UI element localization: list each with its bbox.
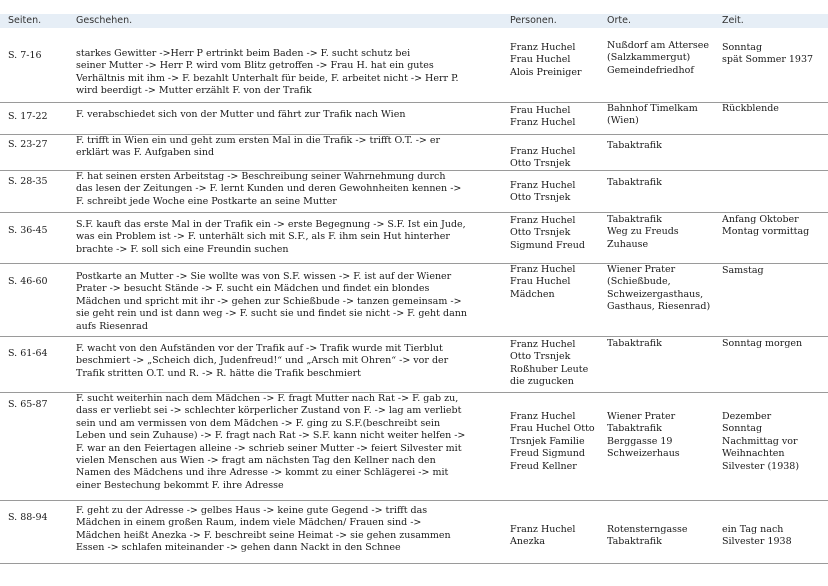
places-cell-line: Tabaktrafik	[607, 536, 662, 548]
persons-cell-line: Otto Trsnjek	[510, 227, 571, 239]
persons-cell-line: Frau Huchel	[510, 105, 571, 116]
places-cell-line: (Salzkammergut)	[607, 52, 691, 64]
persons-cell-line: Franz Huchel	[510, 42, 576, 53]
persons-cell-line: Franz Huchel	[510, 339, 576, 350]
page-range-cell-line: S. 7-16	[8, 50, 42, 61]
table-row	[0, 337, 828, 393]
persons-cell-line: Anezka	[510, 536, 546, 548]
event-description-cell-line: einer Bestechung bekommt F. ihre Adresse	[76, 479, 284, 491]
event-description-cell-line: Verhältnis mit ihm -> F. bezahlt Unterhalt für beide, F. arbeitet nicht -> Herr P.	[76, 72, 459, 84]
time-cell-line: Anfang Oktober	[722, 214, 799, 225]
event-description-cell-line: das lesen der Zeitungen -> F. lernt Kunden und deren Gewohnheiten kennen ->	[76, 183, 462, 195]
places-cell-line: Tabaktrafik	[607, 177, 662, 188]
places-cell-line: Weg zu Freuds	[607, 226, 679, 238]
event-description-cell-line: Mädchen heißt Anezka -> F. beschreibt seine Heimat -> sie gehen zusammen	[76, 529, 451, 541]
persons-cell	[510, 146, 575, 171]
page-range-cell	[8, 348, 48, 360]
event-description-cell-line: Mädchen und spricht mit ihr -> gehen zur Schießbude -> tanzen gemeinsam ->	[76, 295, 462, 307]
header-personen: Personen.	[510, 15, 557, 26]
table-row	[0, 135, 828, 171]
event-description-cell-line: aufs Riesenrad	[76, 320, 148, 332]
event-description-cell-line: starkes Gewitter ->Herr P ertrinkt beim Baden -> F. sucht schutz bei	[76, 48, 411, 59]
places-cell	[607, 214, 679, 251]
persons-cell-line: Otto Trsnjek	[510, 192, 571, 204]
event-description-cell-line: Namen des Mädchens und ihre Adresse -> kommt zu einer Schlägerei -> mit	[76, 467, 449, 479]
places-cell-line: Gasthaus, Riesenrad)	[607, 301, 711, 313]
page-range-cell	[8, 225, 48, 237]
persons-cell	[510, 411, 595, 473]
page-range-cell-line: S. 17-22	[8, 111, 48, 122]
persons-cell	[510, 524, 575, 549]
page-range-cell	[8, 399, 48, 411]
event-description-cell-line: sein und am vermissen von dem Mädchen -> F. ging zu S.F.(beschreibt sein	[76, 417, 441, 429]
time-cell-line: ein Tag nach	[722, 524, 784, 535]
event-description-cell-line: F. wacht von den Aufständen vor der Trafik auf -> Trafik wurde mit Tierblut	[76, 343, 443, 354]
persons-cell-line: die zugucken	[510, 376, 574, 388]
places-cell	[607, 264, 710, 314]
persons-cell-line: Franz Huchel	[510, 215, 576, 226]
persons-cell	[510, 180, 575, 205]
event-description-cell	[76, 219, 466, 256]
event-description-cell-line: erklärt was F. Aufgaben sind	[76, 147, 215, 159]
table-header	[0, 14, 828, 28]
event-description-cell-line: F. hat seinen ersten Arbeitstag -> Beschreibung seiner Wahrnehmung durch	[76, 171, 446, 182]
time-cell	[722, 42, 813, 67]
places-cell-line: Rotensterngasse	[607, 524, 688, 535]
table-row	[0, 501, 828, 564]
event-description-cell-line: vielen Menschen aus Wien -> fragt am nächsten Tag den Kellner nach den	[76, 455, 436, 467]
page-range-cell	[8, 176, 48, 188]
persons-cell	[510, 264, 575, 301]
event-description-cell	[76, 271, 467, 333]
places-cell-line: Zuhause	[607, 238, 649, 250]
event-description-cell-line: F. schreibt jede Woche eine Postkarte an seine Mutter	[76, 195, 337, 207]
event-description-cell	[76, 393, 465, 492]
time-cell-line: Rückblende	[722, 103, 779, 114]
event-description-cell	[76, 171, 461, 208]
table-row	[0, 213, 828, 264]
persons-cell-line: Franz Huchel	[510, 264, 576, 275]
event-description-cell	[76, 109, 405, 121]
places-cell-line: Berggasse 19	[607, 435, 673, 447]
places-cell	[607, 411, 680, 461]
time-cell	[722, 411, 799, 473]
places-cell	[607, 524, 688, 549]
persons-cell-line: Frau Huchel Otto	[510, 423, 595, 435]
page-range-cell-line: S. 28-35	[8, 176, 48, 187]
page-range-cell	[8, 111, 48, 123]
event-description-cell-line: F. trifft in Wien ein und geht zum ersten Mal in die Trafik -> trifft O.T. -> er	[76, 135, 441, 146]
persons-cell-line: Frau Huchel	[510, 276, 571, 288]
persons-cell-line: Mädchen	[510, 288, 555, 300]
persons-cell-line: Franz Huchel	[510, 411, 576, 422]
persons-cell-line: Franz Huchel	[510, 117, 576, 129]
places-cell-line: (Schießbude,	[607, 276, 671, 288]
places-cell-line: Tabaktrafik	[607, 338, 662, 349]
event-description-cell-line: Trafik stritten O.T. und R. -> R. hätte die Trafik beschmiert	[76, 367, 361, 379]
persons-cell-line: Roßhuber Leute	[510, 363, 589, 375]
time-cell-line: Silvester 1938	[722, 536, 792, 548]
event-description-cell-line: F. war an den Feiertagen alleine -> schrieb seiner Mutter -> feiert Silvester mit	[76, 442, 462, 454]
page-range-cell-line: S. 46-60	[8, 276, 48, 287]
persons-cell-line: Sigmund Freud	[510, 239, 585, 251]
page-range-cell-line: S. 23-27	[8, 139, 48, 150]
time-cell-line: Sonntag	[722, 42, 763, 53]
places-cell-line: Tabaktrafik	[607, 214, 662, 225]
persons-cell	[510, 215, 585, 252]
persons-cell-line: Freud Kellner	[510, 460, 577, 472]
time-cell-line: Silvester (1938)	[722, 460, 800, 472]
table-row	[0, 264, 828, 337]
time-cell-line: Samstag	[722, 265, 764, 276]
page-range-cell	[8, 276, 48, 288]
event-description-cell-line: S.F. kauft das erste Mal in der Trafik ein -> erste Begegnung -> S.F. Ist ein Jude,	[76, 219, 466, 230]
places-cell-line: Schweizerhaus	[607, 448, 680, 460]
page-range-cell	[8, 512, 48, 524]
event-description-cell	[76, 505, 451, 555]
time-cell	[722, 214, 809, 239]
persons-cell-line: Frau Huchel	[510, 54, 571, 66]
event-description-cell-line: Mädchen in einem großen Raum, indem viele Mädchen/ Frauen sind ->	[76, 517, 422, 529]
time-cell-line: Weihnachten	[722, 448, 785, 460]
event-description-cell-line: beschmiert -> „Scheich dich, Judenfreud!“ und „Arsch mit Ohren“ -> vor der	[76, 355, 449, 367]
places-cell-line: Wiener Prater	[607, 264, 676, 275]
event-description-cell-line: wird beerdigt -> Mutter erzählt F. von der Trafik	[76, 85, 312, 97]
persons-cell-line: Franz Huchel	[510, 524, 576, 535]
event-description-cell-line: Essen -> schlafen miteinander -> gehen dann Nackt in den Schnee	[76, 542, 401, 554]
table-row	[0, 393, 828, 501]
page-range-cell-line: S. 36-45	[8, 225, 48, 236]
event-description-cell-line: dass er verliebt sei -> schlechter körperlicher Zustand von F. -> lag am verliebt	[76, 405, 462, 417]
event-description-cell-line: sie geht rein und ist dann weg -> F. sucht sie und findet sie nicht -> F. geht dann	[76, 308, 467, 320]
persons-cell-line: Freud Sigmund	[510, 448, 585, 460]
places-cell	[607, 140, 662, 152]
persons-cell	[510, 42, 582, 79]
places-cell	[607, 40, 709, 77]
page-range-cell-line: S. 65-87	[8, 399, 48, 410]
event-description-cell	[76, 48, 459, 98]
time-cell-line: spät Sommer 1937	[722, 54, 814, 66]
event-description-cell-line: F. sucht weiterhin nach dem Mädchen -> F. fragt Mutter nach Rat -> F. gab zu,	[76, 393, 459, 404]
persons-cell-line: Otto Trsnjek	[510, 351, 571, 363]
places-cell	[607, 177, 662, 189]
persons-cell-line: Franz Huchel	[510, 180, 576, 191]
event-description-cell-line: Leben und sein Zuhause) -> F. fragt nach Rat -> S.F. kann nicht weiter helfen ->	[76, 430, 466, 442]
page-range-cell	[8, 50, 42, 62]
table-row	[0, 171, 828, 213]
page-range-cell-line: S. 61-64	[8, 348, 48, 359]
places-cell-line: (Wien)	[607, 115, 639, 127]
time-cell	[722, 265, 764, 277]
persons-cell-line: Alois Preiniger	[510, 66, 582, 78]
time-cell-line: Montag vormittag	[722, 226, 810, 238]
header-seiten: Seiten.	[8, 15, 42, 26]
event-description-cell-line: Prater -> besucht Stände -> F. sucht ein Mädchen und findet ein blondes	[76, 283, 430, 295]
time-cell-line: Sonntag	[722, 423, 763, 435]
time-cell	[722, 338, 802, 350]
event-description-cell	[76, 135, 440, 160]
table-row	[0, 103, 828, 135]
time-cell-line: Sonntag morgen	[722, 338, 803, 349]
event-description-cell-line: seiner Mutter -> Herr P. wird vom Blitz getroffen -> Frau H. hat ein gutes	[76, 60, 434, 72]
places-cell-line: Gemeindefriedhof	[607, 64, 694, 76]
header-zeit: Zeit.	[722, 15, 744, 26]
header-geschehen: Geschehen.	[76, 15, 133, 26]
places-cell-line: Tabaktrafik	[607, 423, 662, 435]
time-cell-line: Dezember	[722, 411, 772, 422]
header-orte: Orte.	[607, 15, 631, 26]
places-cell-line: Wiener Prater	[607, 411, 676, 422]
places-cell	[607, 338, 662, 350]
table-row	[0, 40, 828, 103]
time-cell	[722, 103, 779, 115]
places-cell	[607, 103, 698, 128]
event-description-cell	[76, 343, 448, 380]
places-cell-line: Nußdorf am Attersee	[607, 40, 709, 51]
event-description-cell-line: brachte -> F. soll sich eine Freundin suchen	[76, 243, 289, 255]
time-cell	[722, 524, 792, 549]
event-description-cell-line: F. geht zu der Adresse -> gelbes Haus -> keine gute Gegend -> trifft das	[76, 505, 428, 516]
persons-cell-line: Trsnjek Familie	[510, 435, 585, 447]
event-description-cell-line: F. verabschiedet sich von der Mutter und fährt zur Trafik nach Wien	[76, 109, 406, 120]
event-description-cell-line: Postkarte an Mutter -> Sie wollte was von S.F. wissen -> F. ist auf der Wiener	[76, 271, 452, 282]
persons-cell-line: Otto Trsnjek	[510, 158, 571, 170]
places-cell-line: Schweizergasthaus,	[607, 288, 704, 300]
page-range-cell	[8, 139, 48, 151]
time-cell-line: Nachmittag vor	[722, 435, 798, 447]
persons-cell	[510, 105, 575, 130]
page-range-cell-line: S. 88-94	[8, 512, 48, 523]
event-description-cell-line: was ein Problem ist -> F. unterhält sich mit S.F., als F. ihm sein Hut hinterher	[76, 231, 450, 243]
persons-cell-line: Franz Huchel	[510, 146, 576, 157]
persons-cell	[510, 339, 588, 389]
places-cell-line: Tabaktrafik	[607, 140, 662, 151]
places-cell-line: Bahnhof Timelkam	[607, 103, 698, 114]
